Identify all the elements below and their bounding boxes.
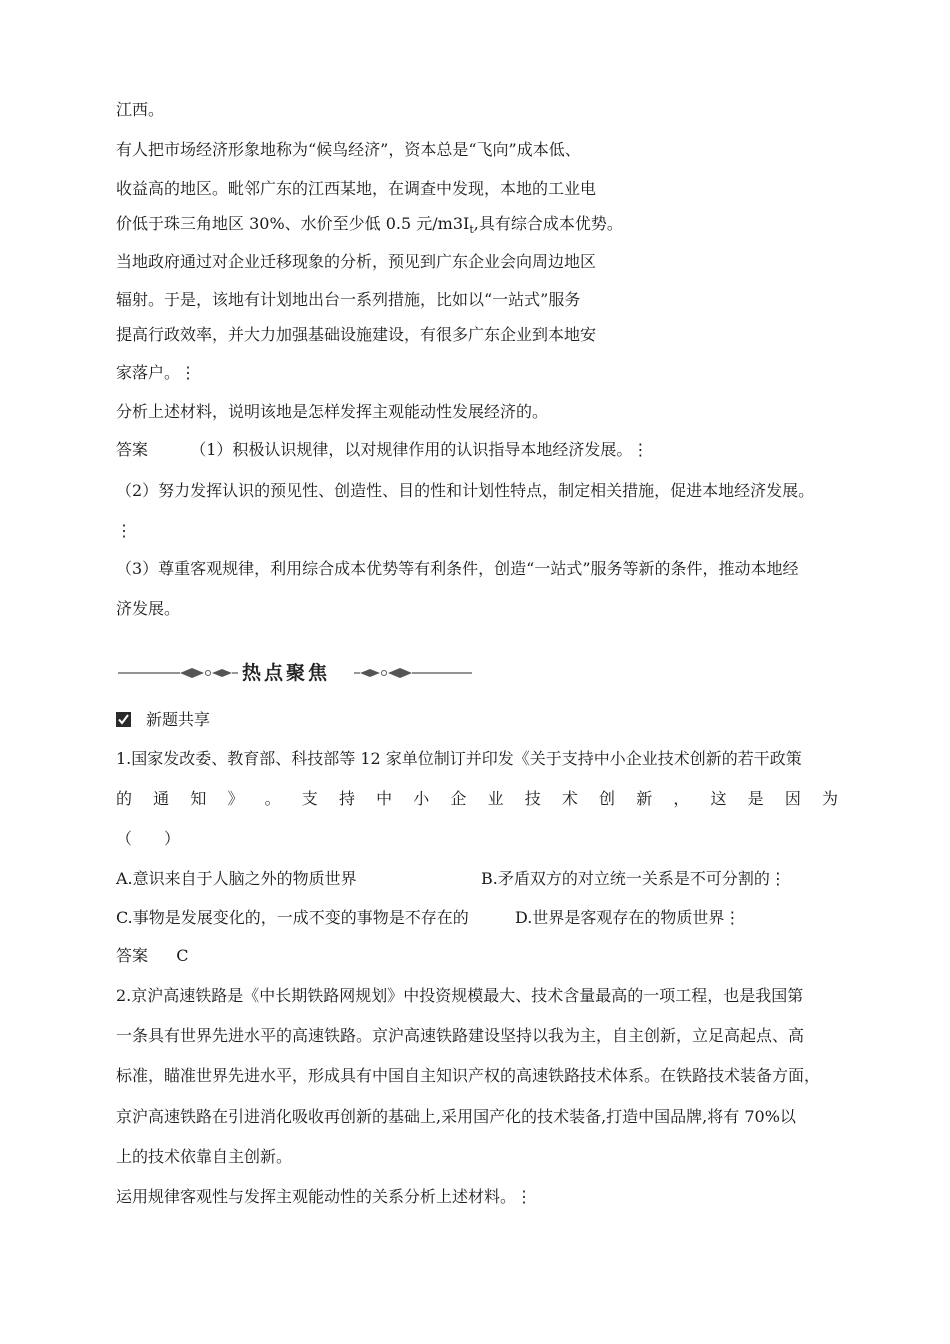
q1-answer [116, 946, 188, 966]
q1-stem-char: 是 [747, 789, 764, 808]
q2-line: 标准，瞄准世界先进水平，形成具有中国自主知识产权的高速铁路技术体系。在铁路技术装备方面， [116, 1066, 821, 1085]
q1-stem-char: ， [673, 789, 690, 808]
q2-line: 京沪高速铁路在引进消化吸收再创新的基础上,采用国产化的技术装备,打造中国品牌,将有 70%以 [116, 1107, 796, 1126]
q1-stem-char: 支 [301, 789, 318, 808]
q2-line: 上的技术依靠自主创新。 [116, 1147, 293, 1166]
q2-line: 一条具有世界先进水平的高速铁路。京沪高速铁路建设坚持以我为主，自主创新，立足高起点、高 [116, 1026, 805, 1045]
q1-stem-char: 。 [264, 789, 281, 808]
answer-line: （2）努力发挥认识的预见性、创造性、目的性和计划性特点，制定相关措施，促进本地经济发展。 [116, 481, 815, 500]
subscript: t [469, 223, 474, 237]
answer-label: 答案 [116, 440, 149, 459]
q1-stem-char: 业 [487, 789, 504, 808]
answer-line: 济发展。 [116, 599, 181, 618]
material-line: 江西。 [116, 100, 165, 119]
q1-stem-char: 新 [636, 789, 653, 808]
material-line: 当地政府通过对企业迁移现象的分析，预见到广东企业会向周边地区 [116, 252, 597, 271]
material-line: 收益高的地区。毗邻广东的江西某地，在调查中发现，本地的工业电 [116, 179, 597, 198]
answer-line [116, 440, 648, 460]
q1-stem-char: 企 [450, 789, 467, 808]
q1-stem-char: 通 [153, 789, 170, 808]
q1-stem-char: 这 [710, 789, 727, 808]
answer-line: （3）尊重客观规律，利用综合成本优势等有利条件，创造“一站式”服务等新的条件，推动本地经 [116, 559, 799, 578]
q1-stem: 1.国家发改委、教育部、科技部等 12 家单位制订并印发《关于支持中小企业技术创新的若干政策 [116, 749, 802, 768]
checkbox-icon [116, 712, 131, 727]
q1-stem-char: 中 [376, 789, 393, 808]
q1-blank: （ ） [116, 829, 181, 848]
q1-stem-char: 知 [190, 789, 207, 808]
q1-stem-char: 》 [227, 789, 244, 808]
material-line [116, 214, 623, 240]
answer-label: 答案 [116, 946, 149, 965]
option-b: B.矛盾双方的对立统一关系是不可分割的⋮ [481, 869, 786, 888]
subsection-title: 新题共享 [146, 710, 211, 729]
q1-stem-char: 的 [116, 789, 133, 808]
material-line: 辐射。于是，该地有计划地出台一系列措施，比如以“一站式”服务 [116, 290, 581, 309]
material-line: 有人把市场经济形象地称为“候鸟经济”，资本总是“飞向”成本低、 [116, 140, 581, 159]
option-d: D.世界是客观存在的物质世界⋮ [515, 908, 741, 927]
option-c: C.事物是发展变化的，一成不变的事物是不存在的 [116, 908, 469, 927]
answer-mark: ⋮ [116, 521, 132, 540]
material-line: 提高行政效率，并大力加强基础设施建设，有很多广东企业到本地安 [116, 325, 597, 344]
q1-stem-char: 为 [821, 789, 838, 808]
q2-task: 运用规律客观性与发挥主观能动性的关系分析上述材料。⋮ [116, 1187, 533, 1206]
material-text: 价低于珠三角地区 30%、水价至少低 0.5 元/m3I [116, 214, 470, 233]
material-line: 家落户。⋮ [116, 363, 197, 382]
section-banner [116, 656, 476, 690]
section-title: 热点聚焦 [242, 662, 331, 684]
question-text: 分析上述材料，说明该地是怎样发挥主观能动性发展经济的。 [116, 402, 549, 421]
answer-text: （1）积极认识规律，以对规律作用的认识指导本地经济发展。⋮ [190, 440, 649, 459]
q1-stem-char: 创 [599, 789, 616, 808]
answer-value: C [176, 946, 189, 965]
q1-stem-char: 持 [338, 789, 355, 808]
q1-stem-char: 小 [413, 789, 430, 808]
q2-line: 2.京沪高速铁路是《中长期铁路网规划》中投资规模最大、技术含量最高的一项工程，也是我国第 [116, 986, 804, 1005]
q1-stem-char: 术 [561, 789, 578, 808]
option-a: A.意识来自于人脑之外的物质世界 [116, 869, 357, 888]
q1-stem-char: 因 [784, 789, 801, 808]
q1-stem-spaced [116, 789, 838, 809]
material-text: ,具有综合成本优势。 [473, 214, 623, 233]
q1-stem-char: 技 [524, 789, 541, 808]
